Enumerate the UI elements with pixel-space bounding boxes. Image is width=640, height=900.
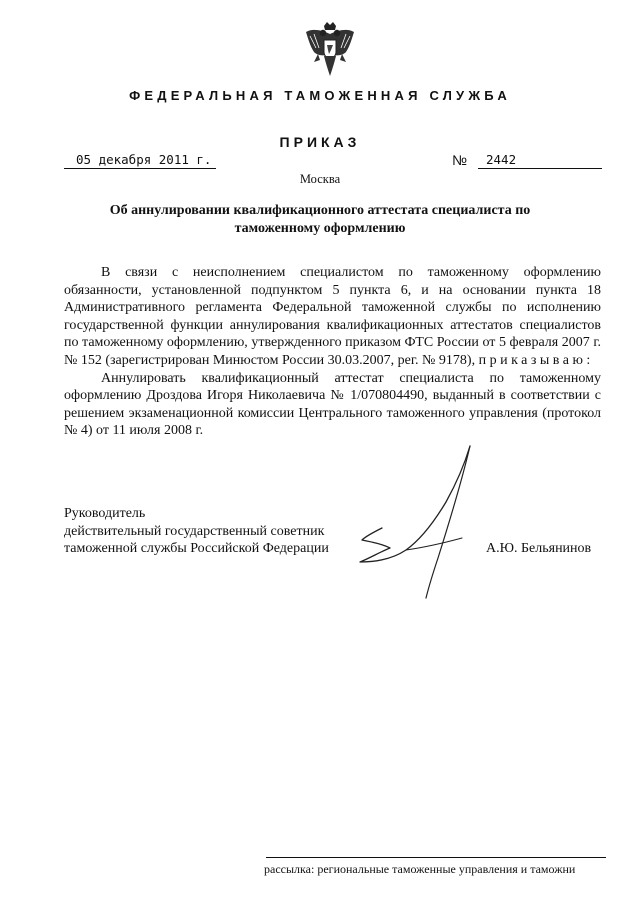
signatory-title [64, 505, 329, 558]
order-subject: Об аннулировании квалификационного аттестата специалиста по таможенному оформлению [109, 203, 531, 236]
order-number: 2442 [478, 152, 602, 169]
distribution-list: рассылка: региональные таможенные управления и таможни [264, 862, 576, 876]
signer-name: А.Ю. Бельянинов [486, 541, 592, 556]
signatory-line-3: таможенной службы Российской Федерации [64, 541, 329, 557]
order-body [64, 264, 601, 440]
order-word: приказываю: [478, 352, 594, 368]
order-date: 05 декабря 2011 г. [64, 152, 216, 169]
distribution-divider [266, 857, 606, 858]
body-paragraph-1 [64, 264, 601, 370]
signatory-line-2: действительный государственный советник [64, 523, 325, 539]
agency-name: ФЕДЕРАЛЬНАЯ ТАМОЖЕННАЯ СЛУЖБА [129, 88, 511, 103]
body-paragraph-2: Аннулировать квалификационный аттестат специалиста по таможенному оформлению Дроздова Игоря Николаевича № 1/070804490, выданный в соответствии с решением экзаменационной комиссии Центрального таможенного управления (протокол № 4) от 11 июля 2008 г. [64, 370, 601, 439]
city: Москва [299, 172, 341, 186]
number-sign: № [452, 152, 468, 168]
handwritten-signature-icon [350, 440, 500, 600]
russian-coat-of-arms-icon [302, 20, 358, 80]
signatory-line-1: Руководитель [64, 506, 146, 521]
body-paragraph-1-text: В связи с неисполнением специалистом по таможенному оформлению обязанности, установленной подпунктом 5 пункта 6, и на основании пункта 18 Административного регламента Федеральной таможенной службы по исполнению государственной функции аннулирования квалификационных аттестатов специалистов по таможенному оформлению, утвержденного приказом ФТС России от 5 февраля 2007 г. № 152 (зарегистрирован Минюстом России 30.03.2007, рег. № 9178), [64, 265, 601, 368]
order-title: ПРИКАЗ [279, 134, 361, 150]
